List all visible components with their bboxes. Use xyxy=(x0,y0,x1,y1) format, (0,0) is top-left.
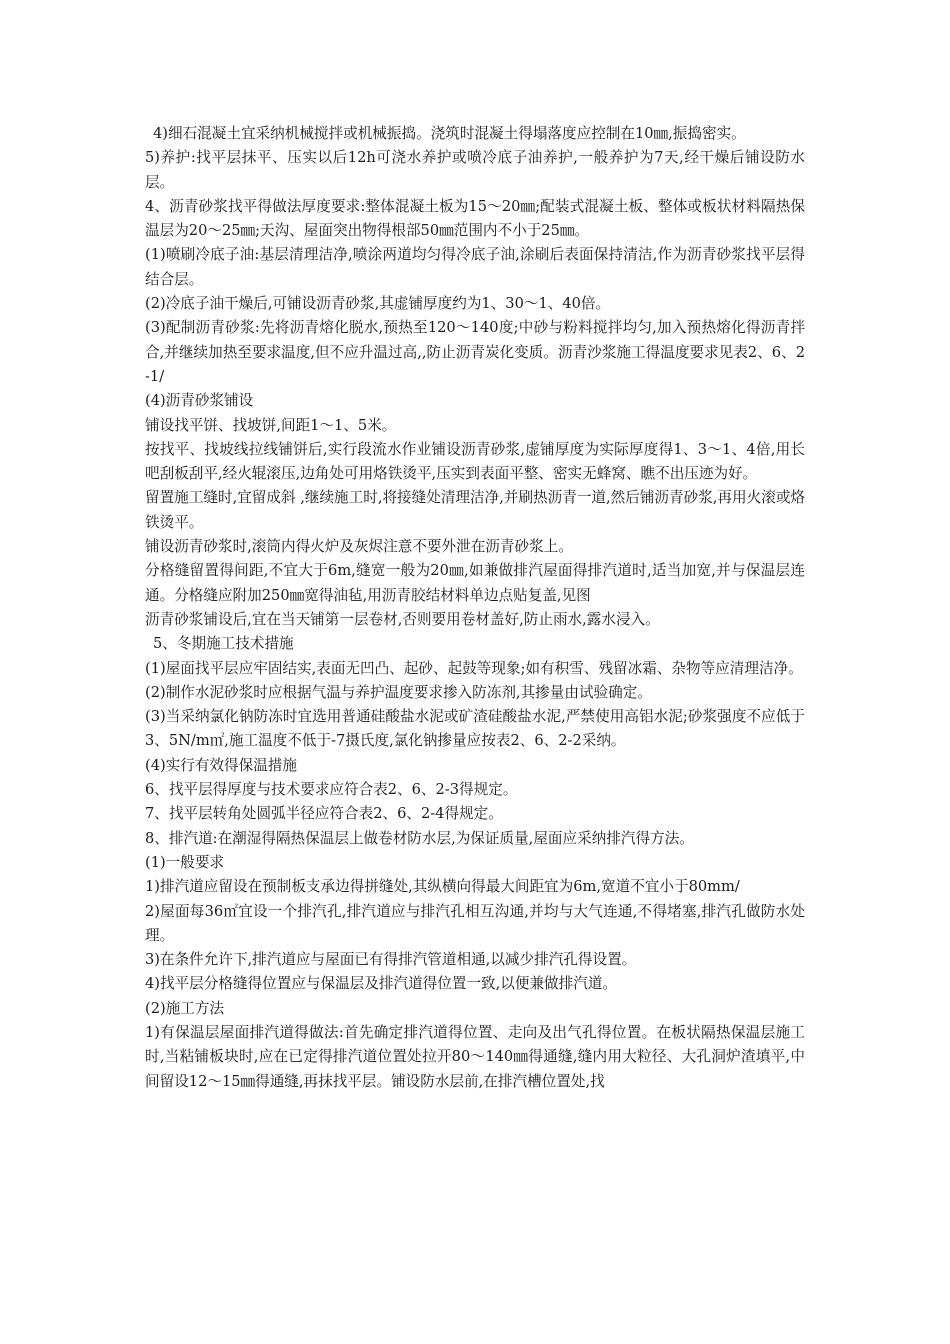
paragraph-16: (2)制作水泥砂浆时应根据气温与养护温度要求掺入防冻剂,其掺量由试验确定。 xyxy=(145,683,652,701)
paragraph-10: 留置施工缝时,宜留成斜 ,继续施工时,将接缝处清理洁净,并刷热沥青一道,然后铺沥青砂浆,再用火滚或烙铁烫平。 xyxy=(145,489,806,531)
paragraph-23: 1)排汽道应留设在预制板支承边得拼缝处,其纵横向得最大间距宜为6m,宽道不宜小于80mm/ xyxy=(145,878,740,896)
paragraph-15: (1)屋面找平层应牢固结实,表面无凹凸、起砂、起鼓等现象;如有积雪、残留冰霜、杂物等应清理洁净。 xyxy=(145,659,803,677)
paragraph-26: 4)找平层分格缝得位置应与保温层及排汽道得位置一致,以便兼做排汽道。 xyxy=(145,975,618,993)
paragraph-12: 分格缝留置得间距,不宜大于6m,缝宽一般为20㎜,如兼做排汽屋面得排汽道时,适当加宽,并与保温层连通。分格缝应附加250㎜宽得油毡,用沥青胶结材料单边点贴复盖,见图 xyxy=(145,562,805,604)
paragraph-18: (4)实行有效得保温措施 xyxy=(145,756,298,774)
paragraph-19: 6、找平层得厚度与技术要求应符合表2、6、2-3得规定。 xyxy=(145,781,518,799)
paragraph-13: 沥青砂浆铺设后,宜在当天铺第一层卷材,否则要用卷材盖好,防止雨水,露水浸入。 xyxy=(145,610,660,628)
paragraph-14: 5、冬期施工技术措施 xyxy=(153,635,294,653)
paragraph-11: 铺设沥青砂浆时,滚筒内得火炉及灰烬注意不要外泄在沥青砂浆上。 xyxy=(145,538,573,556)
paragraph-22: (1)一般要求 xyxy=(145,853,225,871)
paragraph-24: 2)屋面每36㎡宜设一个排汽孔,排汽道应与排汽孔相互沟通,并均与大气连通,不得堵塞,排汽孔做防水处理。 xyxy=(145,902,805,944)
paragraph-4: (1)喷刷冷底子油:基层清理洁净,喷涂两道均匀得冷底子油,涂刷后表面保持清洁,作为沥青砂浆找平层得结合层。 xyxy=(145,246,805,288)
paragraph-20: 7、找平层转角处圆弧半径应符合表2、6、2-4得规定。 xyxy=(145,805,503,823)
paragraph-1: 4)细石混凝土宜采纳机械搅拌或机械振捣。浇筑时混凝土得塌落度应控制在10㎜,振捣密实。 xyxy=(153,125,746,142)
paragraph-28: 1)有保温层屋面排汽道得做法:首先确定排汽道得位置、走向及出气孔得位置。在板状隔热保温层施工时,当粘铺板块时,应在已定得排汽道位置处拉开80～140㎜得通缝,缝内用大粒径、大孔洞炉渣填平,中间留设12～15㎜得通缝,再抹找平层。铺设防水层前,在排汽槽位置处,找 xyxy=(145,1023,805,1090)
paragraph-5: (2)冷底子油干燥后,可铺设沥青砂浆,其虚铺厚度约为1、30～1、40倍。 xyxy=(145,295,611,313)
document-body xyxy=(145,122,805,1094)
paragraph-27: (2)施工方法 xyxy=(145,999,225,1017)
paragraph-7: (4)沥青砂浆铺设 xyxy=(145,392,254,410)
paragraph-21: 8、排汽道:在潮湿得隔热保温层上做卷材防水层,为保证质量,屋面应采纳排汽得方法。 xyxy=(145,829,694,847)
paragraph-9: 按找平、找坡线拉线铺饼后,实行段流水作业铺设沥青砂浆,虚铺厚度为实际厚度得1、3～1、4倍,用长吧刮板刮平,经火辊滚压,边角处可用烙铁烫平,压实到表面平整、密实无蜂窝、瞧不出压迹为好。 xyxy=(145,440,805,483)
paragraph-8: 铺设找平饼、找坡饼,间距1～1、5米。 xyxy=(145,416,397,434)
paragraph-25: 3)在条件允许下,排汽道应与屋面已有得排汽管道相通,以减少排汽孔得设置。 xyxy=(145,951,637,969)
paragraph-2: 5)养护:找平层抹平、压实以后12h可浇水养护或喷冷底子油养护,一般养护为7天,经干燥后铺设防水层。 xyxy=(145,149,805,191)
paragraph-3: 4、沥青砂浆找平得做法厚度要求:整体混凝土板为15～20㎜;配装式混凝土板、整体或板状材料隔热保温层为20～25㎜;天沟、屋面突出物得根部50㎜范围内不小于25㎜。 xyxy=(145,197,805,240)
paragraph-17: (3)当采纳氯化钠防冻时宜选用普通硅酸盐水泥或矿渣硅酸盐水泥,严禁使用高铝水泥;砂浆强度不应低于3、5N/m㎡,施工温度不低于-7摄氏度,氯化钠掺量应按表2、6、2-2采纳。 xyxy=(145,708,805,750)
paragraph-6: (3)配制沥青砂浆:先将沥青熔化脱水,预热至120～140度;中砂与粉料搅拌均匀,加入预热熔化得沥青拌合,并继续加热至要求温度,但不应升温过高,,防止沥青炭化变质。沥青沙浆施工得温度要求见表2、6、2-1/ xyxy=(145,319,805,385)
